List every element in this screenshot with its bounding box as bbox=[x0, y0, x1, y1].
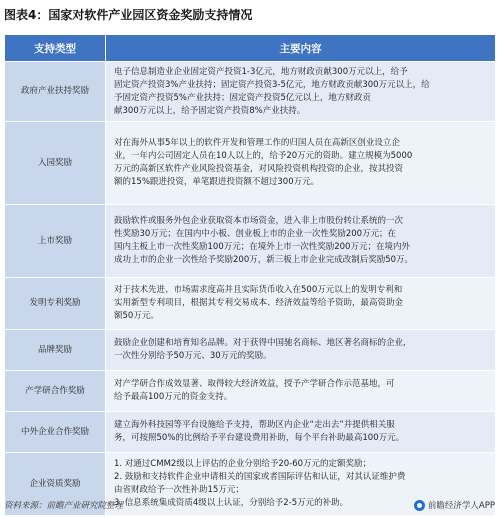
content-line: 国内主板上市一次性奖励100万元；在境外上市一次性奖励200万元；在境内外 bbox=[114, 242, 410, 252]
table-row bbox=[5, 412, 496, 453]
table-row bbox=[5, 371, 496, 412]
support-type-cell: 政府产业扶持奖励 bbox=[5, 62, 106, 122]
content-line: 予固定资产投资5%产业扶持；固定资产投资5亿元以上，地方财政贡 bbox=[114, 92, 371, 103]
content-line: 献300万元以上，给予固定资产投资8%产业扶持。 bbox=[114, 105, 306, 116]
main-content-cell bbox=[106, 62, 496, 122]
content-line: 固定资产投资3%产业扶持；固定资产投资3-5亿元，地方财政贡献300万元以上，给 bbox=[114, 79, 430, 90]
content-line: 建立海外科技园等平台设施给予支持，帮助区内企业“走出去”并提供相关服 bbox=[114, 420, 395, 430]
table-row bbox=[5, 205, 496, 278]
policy-table bbox=[4, 34, 496, 516]
content-line: 鼓励企业创建和培育知名品牌。对于获得中国驰名商标、地区著名商标的企业， bbox=[114, 338, 412, 348]
main-content-cell bbox=[106, 330, 496, 371]
content-line: 2. 鼓励和支持软件企业申请相关的国家或者国际评估和认证，对其认证维护费 bbox=[114, 472, 406, 482]
content-line: 务，可按照50%的比例给予平台建设费用补助，每个平台补助最高100万元。 bbox=[114, 433, 405, 443]
support-type-cell: 入园奖励 bbox=[5, 122, 106, 205]
support-type-cell: 上市奖励 bbox=[5, 205, 106, 278]
content-line: 一次性分别给予50万元、30万元的奖励。 bbox=[114, 351, 272, 361]
support-type-cell: 企业资质奖励 bbox=[5, 453, 106, 516]
content-line: 额50万元。 bbox=[114, 311, 159, 321]
table-row bbox=[5, 330, 496, 371]
content-line: 1. 对通过CMM2级以上评估的企业分别给予20-60万元的定额奖励； bbox=[114, 459, 372, 469]
content-line: 鼓励软件或服务外包企业获取资本市场资金，进入非上市股份转让系统的一次 bbox=[114, 216, 404, 226]
content-line: 性奖励30万元；在国内中小板、创业板上市的企业一次性奖励200万元；在 bbox=[114, 229, 397, 239]
support-type-cell: 发明专利奖励 bbox=[5, 278, 106, 330]
content-line: 成功上市的企业一次性给予奖励200万，新三板上市企业完成改制后奖励50万。 bbox=[114, 255, 414, 265]
support-type-cell: 中外企业合作奖励 bbox=[5, 412, 106, 453]
content-line: 对于技术先进、市场需求度高并且实际货币收入在500万元以上的发明专利和 bbox=[114, 285, 403, 295]
content-line: 由省财政给予一次性补助15万元； bbox=[114, 485, 244, 495]
content-line: 给予最高100万元的资金支持。 bbox=[114, 392, 233, 402]
content-line: 电子信息制造业企业固定资产投资1-3亿元，地方财政贡献300万元以上，给予 bbox=[114, 66, 408, 77]
footer bbox=[4, 497, 495, 513]
content-line: 业，一年内公司固定人员在10人以上的，给予20万元的资助。建立规模为5000 bbox=[114, 151, 413, 161]
table-row bbox=[5, 62, 496, 122]
content-line: 对在海外从事5年以上的软件开发和管理工作的归国人员在高新区创业设立企 bbox=[114, 138, 400, 148]
content-line: 实用新型专利项目，根据其专利交易成本、经济效益等给予资助，最高资助金 bbox=[114, 298, 404, 308]
main-content-cell bbox=[106, 122, 496, 205]
content-line: 额的15%跟进投资，单笔跟进投资额不超过300万元。 bbox=[114, 177, 320, 187]
content-line: 对产学研合作成效显著、取得较大经济效益，授予产学研合作示范基地，可 bbox=[114, 379, 395, 389]
content-line: 3. 信息系统集成资质4级以上认证，分别给予2-5万元的补助。 bbox=[114, 498, 349, 508]
figure-title: 图表4：国家对软件产业园区资金奖励支持情况 bbox=[4, 8, 253, 22]
table-body bbox=[5, 62, 496, 516]
source-note: 资料来源：前瞻产业研究院整理 bbox=[4, 501, 124, 511]
main-content-cell bbox=[106, 371, 496, 412]
brand-logo-icon bbox=[414, 500, 425, 511]
brand-mark bbox=[414, 499, 495, 511]
header-main-content: 主要内容 bbox=[106, 35, 496, 62]
header-support-type: 支持类型 bbox=[5, 35, 106, 62]
support-type-cell: 产学研合作奖励 bbox=[5, 371, 106, 412]
main-content-cell bbox=[106, 278, 496, 330]
main-content-cell bbox=[106, 412, 496, 453]
table-row bbox=[5, 278, 496, 330]
content-line: 万元的高新区软件产业风险投资基金，对风险投资机构投资的企业，按其投资 bbox=[114, 164, 404, 174]
support-type-cell: 品牌奖励 bbox=[5, 330, 106, 371]
table-header-row bbox=[5, 35, 496, 62]
brand-name: 前瞻经济学人APP bbox=[427, 501, 495, 511]
table-row bbox=[5, 122, 496, 205]
main-content-cell bbox=[106, 205, 496, 278]
